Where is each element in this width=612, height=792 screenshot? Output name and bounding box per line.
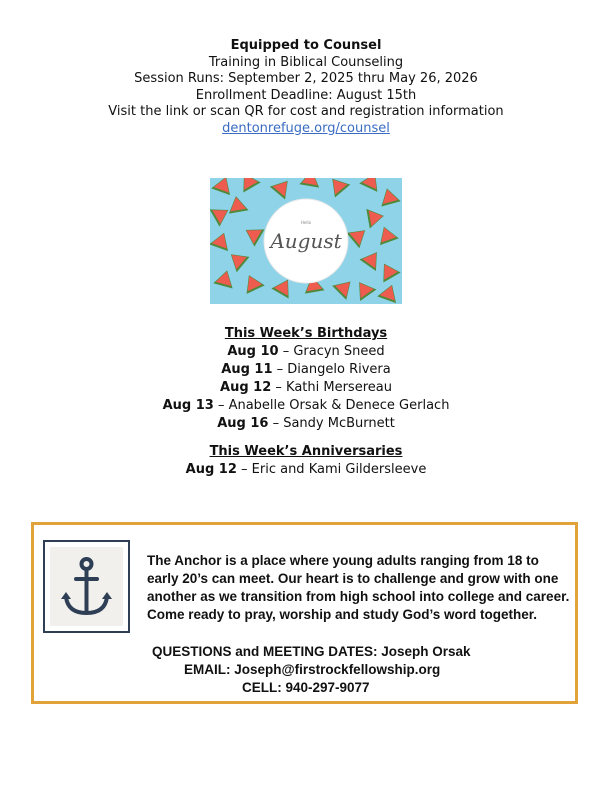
- anchor-logo: [43, 540, 130, 633]
- anchor-description-line: another as we transition from high school into college and career.: [147, 589, 570, 604]
- anniversary-entry: [0, 461, 612, 479]
- august-script-label: August: [270, 229, 342, 253]
- august-watermelon-image: [210, 178, 402, 304]
- watermelon-illustration: [210, 178, 402, 304]
- birthday-entry: [0, 415, 612, 433]
- counsel-deadline: Enrollment Deadline: August 15th: [195, 87, 417, 103]
- birthdays-section: [0, 325, 612, 479]
- anchor-description-line: Come ready to pray, worship and study God’s word together.: [147, 607, 538, 622]
- contact-email: EMAIL: Joseph@firstrockfellowship.org: [184, 662, 441, 677]
- counsel-announcement: [0, 38, 612, 137]
- counsel-subtitle: Training in Biblical Counseling: [208, 54, 404, 70]
- counsel-title: Equipped to Counsel: [230, 38, 382, 53]
- birthday-names: – Gracyn Sneed: [278, 344, 385, 359]
- birthday-entry: [0, 379, 612, 397]
- birthday-names: – Diangelo Rivera: [272, 362, 391, 377]
- birthday-date: Aug 10: [227, 344, 279, 359]
- anniversary-names: – Eric and Kami Gildersleeve: [236, 462, 427, 477]
- birthday-names: – Kathi Mersereau: [271, 380, 392, 395]
- counsel-link[interactable]: dentonrefuge.org/counsel: [222, 120, 390, 136]
- anchor-description-line: The Anchor is a place where young adults ranging from 18 to: [147, 553, 539, 568]
- birthday-date: Aug 16: [217, 416, 269, 431]
- anniversary-date: Aug 12: [185, 462, 237, 477]
- birthday-entry: [0, 397, 612, 415]
- birthday-date: Aug 12: [220, 380, 272, 395]
- anniversaries-section: [0, 443, 612, 479]
- anniversaries-heading: This Week’s Anniversaries: [209, 444, 403, 459]
- birthday-names: – Anabelle Orsak & Denece Gerlach: [213, 398, 450, 413]
- birthday-names: – Sandy McBurnett: [268, 416, 395, 431]
- birthday-entry: [0, 361, 612, 379]
- birthday-date: Aug 11: [221, 362, 273, 377]
- anchor-icon: [50, 547, 123, 626]
- contact-cell: CELL: 940-297-9077: [242, 680, 370, 695]
- anchor-description-line: early 20’s can meet. Our heart is to challenge and grow with one: [147, 571, 559, 586]
- hello-small-text: Hello: [300, 220, 312, 225]
- birthday-entry: [0, 343, 612, 361]
- anchor-ministry-box: [31, 522, 578, 704]
- anchor-contact: [34, 643, 581, 697]
- birthdays-heading: This Week’s Birthdays: [224, 326, 388, 341]
- counsel-session-dates: Session Runs: September 2, 2025 thru May 26, 2026: [134, 71, 478, 86]
- birthday-date: Aug 13: [162, 398, 214, 413]
- contact-questions: QUESTIONS and MEETING DATES: Joseph Orsak: [152, 644, 471, 659]
- counsel-visit-text: Visit the link or scan QR for cost and registration information: [108, 104, 504, 119]
- anchor-description: [147, 552, 572, 624]
